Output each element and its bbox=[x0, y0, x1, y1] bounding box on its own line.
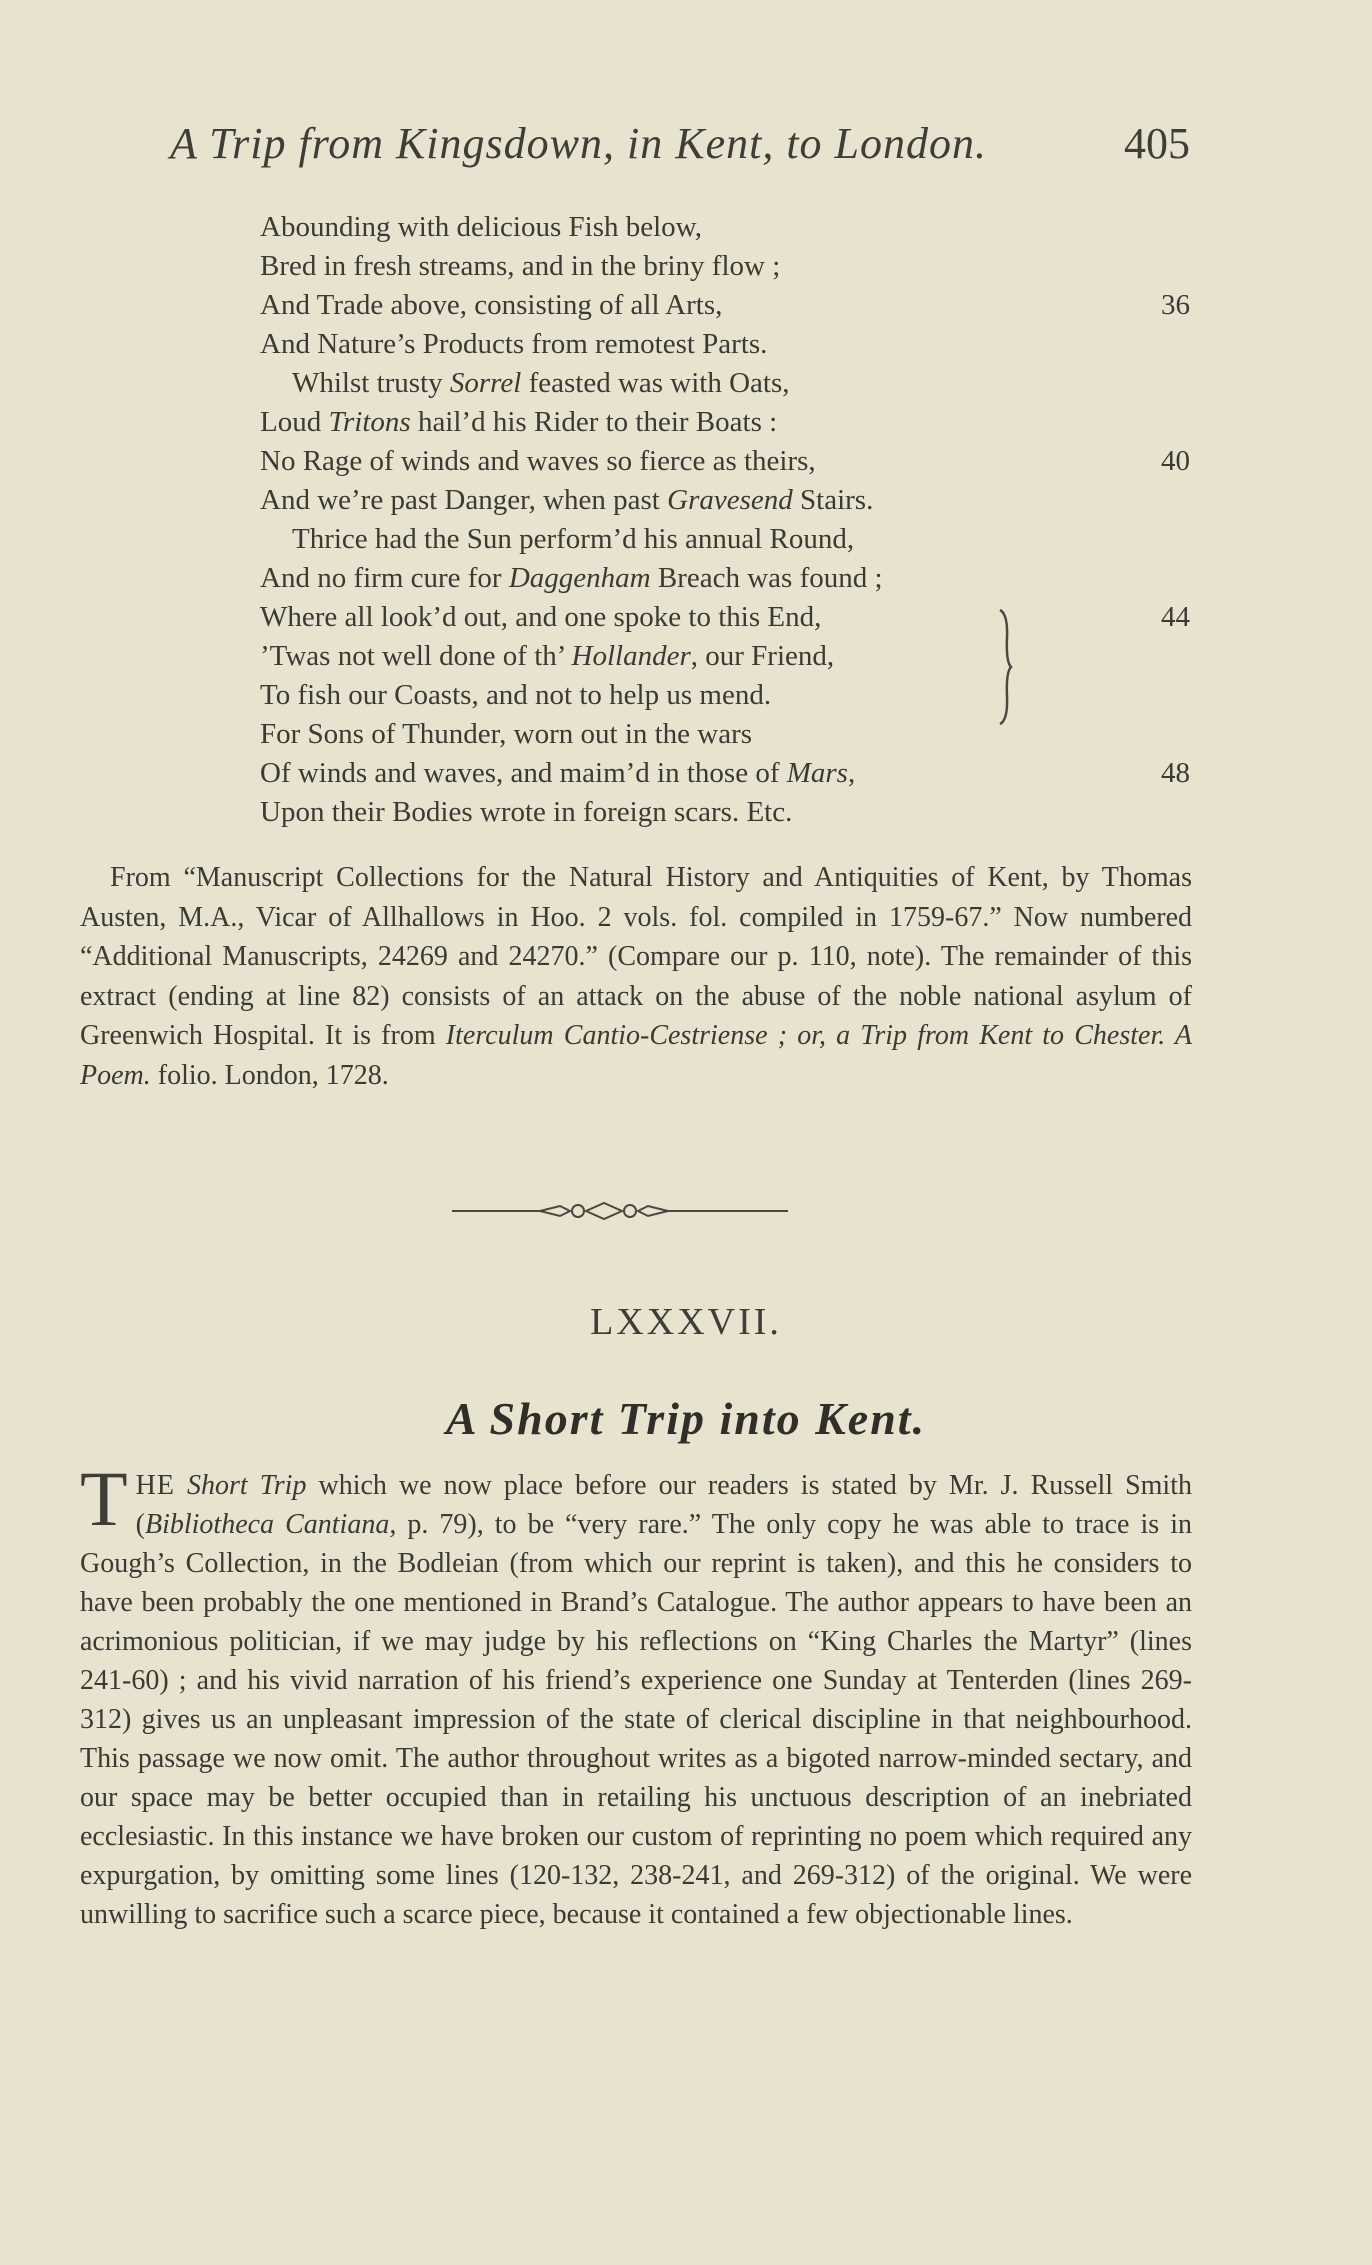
running-title: A Trip from Kingsdown, in Kent, to London. bbox=[170, 119, 988, 168]
line-number: 48 bbox=[1161, 757, 1190, 789]
poem-line: Of winds and waves, and maim’d in those of Mars, 48 bbox=[260, 754, 1190, 793]
poem-line: For Sons of Thunder, worn out in the wars bbox=[260, 718, 753, 750]
poem-line: Abounding with delicious Fish below, bbox=[260, 211, 702, 243]
source-title: Iterculum Cantio-Cestriense ; or, a Trip from Kent to Chester. A Poem. bbox=[80, 1020, 1192, 1091]
poem-line: ’Twas not well done of th’ Hollander, our Friend, bbox=[260, 640, 835, 672]
poem-line: And Trade above, consisting of all Arts, 36 bbox=[260, 286, 1190, 325]
section-title: A Short Trip into Kent. bbox=[445, 1393, 927, 1444]
poem-line: Thrice had the Sun perform’d his annual Round, bbox=[292, 523, 855, 555]
section-numeral: LXXXVII. bbox=[590, 1301, 782, 1343]
ornamental-rule bbox=[452, 1198, 792, 1224]
poem-line: Whilst trusty Sorrel feasted was with Oats, bbox=[292, 367, 790, 399]
line-number: 40 bbox=[1161, 445, 1190, 477]
intro-paragraph: THE Short Trip which we now place before our readers is stated by Mr. J. Russell Smith (Bibliotheca Cantiana, p. 79), to be “very rare.” The only copy he was able to trace is in Gough’s Collection, in the Bodleian (from which our reprint is taken), and this he considers to have been probably the one mentioned in Brand’s Catalogue. The author appears to have been an acrimonious politician, if we may judge by his reflections on “King Charles the Martyr” (lines 241-60) ; and his vivid narration of his friend’s experience one Sunday at Tenterden (lines 269-312) gives us an unpleasant impression of the state of clerical discipline in that neighbourhood. This passage we now omit. The author throughout writes as a bigoted narrow-minded sectary, and our space may be better occupied than in retailing his unctuous description of an inebriated ecclesiastic. In this instance we have broken our custom of reprinting no poem which required any expurgation, by omitting some lines (120-132, 238-241, and 269-312) of the original. We were unwilling to sacrifice such a scarce piece, because it contained a few objectionable lines. bbox=[80, 1455, 1193, 1930]
poem-line: And no firm cure for Daggenham Breach was found ; bbox=[260, 562, 883, 594]
poem-line: No Rage of winds and waves so fierce as theirs, 40 bbox=[260, 442, 1190, 481]
drop-cap: T bbox=[80, 1455, 128, 1542]
poem-line: Upon their Bodies wrote in foreign scars. Etc. bbox=[260, 796, 793, 828]
running-head bbox=[170, 118, 1190, 178]
page-number: 405 bbox=[1124, 119, 1190, 168]
poem-line: Where all look’d out, and one spoke to this End, 44 bbox=[260, 598, 1190, 637]
poem-line: And we’re past Danger, when past Gravesend Stairs. bbox=[260, 484, 874, 516]
triplet-brace bbox=[996, 608, 1014, 726]
poem-line: And Nature’s Products from remotest Parts. bbox=[260, 328, 768, 360]
line-number: 44 bbox=[1161, 601, 1190, 633]
poem-excerpt bbox=[260, 208, 1190, 832]
line-number: 36 bbox=[1161, 289, 1190, 321]
poem-line: To fish our Coasts, and not to help us mend. bbox=[260, 679, 772, 711]
poem-line: Bred in fresh streams, and in the briny flow ; bbox=[260, 250, 781, 282]
poem-line: Loud Tritons hail’d his Rider to their Boats : bbox=[260, 406, 778, 438]
source-note: From “Manuscript Collections for the Natural History and Antiquities of Kent, by Thomas Austen, M.A., Vicar of Allhallows in Hoo. 2 vols. fol. compiled in 1759-67.” Now numbered “Additional Manuscripts, 24269 and 24270.” (Compare our p. 110, note). The remainder of this extract (ending at line 82) consists of an attack on the abuse of the noble national asylum of Greenwich Hospital. It is from Iterculum Cantio-Cestriense ; or, a Trip from Kent to Chester. A Poem. folio. London, 1728. bbox=[80, 862, 1192, 1091]
